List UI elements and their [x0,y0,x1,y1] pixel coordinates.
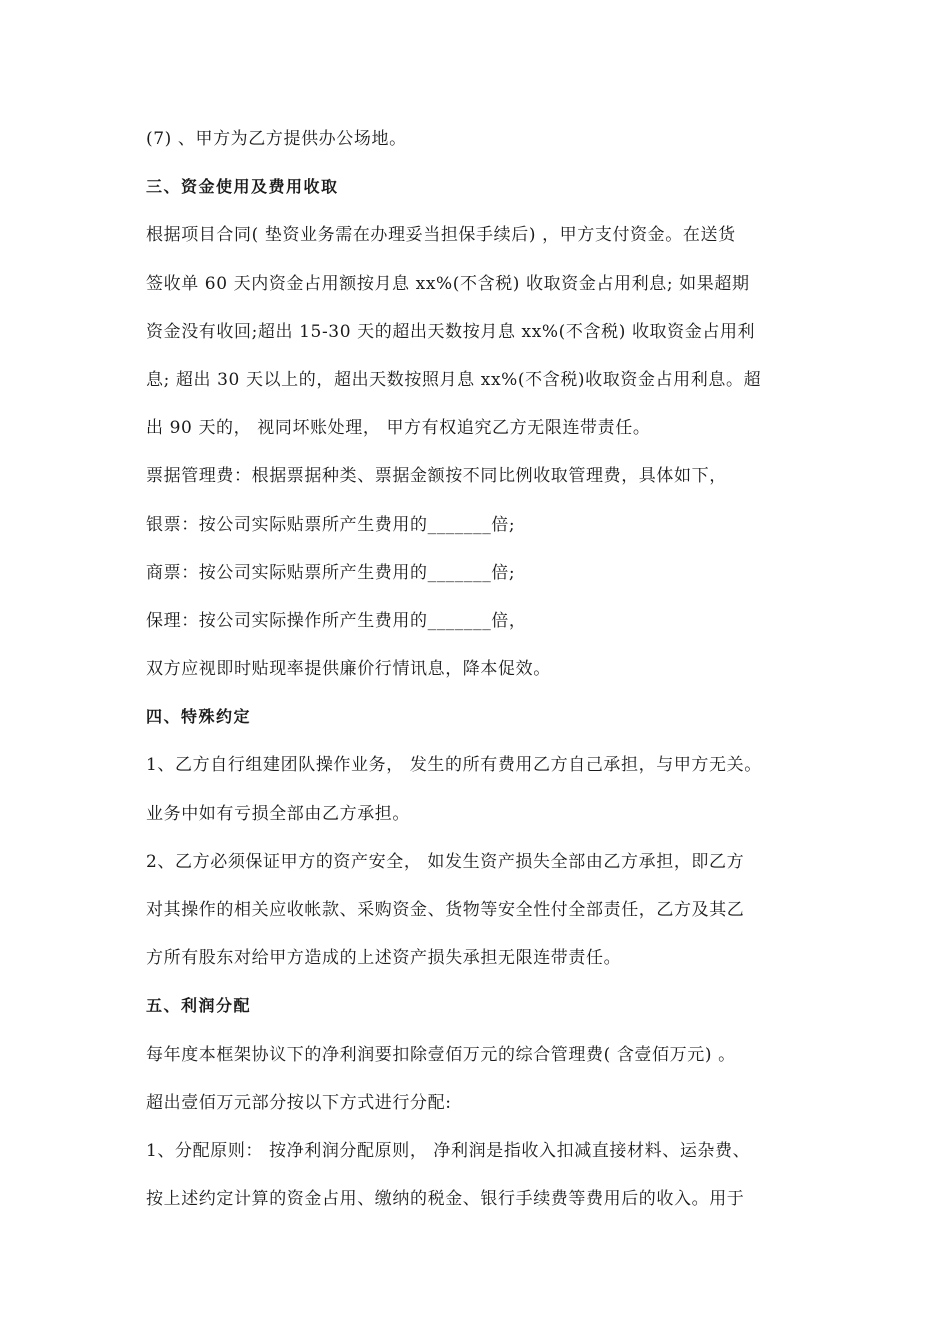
paragraph-line: 1、分配原则： 按净利润分配原则， 净利润是指收入扣减直接材料、运杂费、 [146,1140,751,1161]
paragraph-line: 息; 超出 30 天以上的，超出天数按照月息 xx%(不含税)收取资金占用利息。超 [146,369,762,390]
paragraph-line: 按上述约定计算的资金占用、缴纳的税金、银行手续费等费用后的收入。用于 [146,1189,745,1210]
paragraph-line: 银票：按公司实际贴票所产生费用的_______倍; [146,514,516,535]
paragraph-line: 1、乙方自行组建团队操作业务， 发生的所有费用乙方自己承担，与甲方无关。 [146,755,762,776]
paragraph-line: 出 90 天的， 视同坏账处理， 甲方有权追究乙方无限连带责任。 [146,418,651,439]
paragraph-line: 双方应视即时贴现率提供廉价行情讯息，降本促效。 [146,659,551,680]
paragraph-line: 对其操作的相关应收帐款、采购资金、货物等安全性付全部责任，乙方及其乙 [146,900,745,920]
paragraph-line: 资金没有收回;超出 15-30 天的超出天数按月息 xx%(不含税) 收取资金占用利 [146,321,756,342]
paragraph-line: 保理：按公司实际操作所产生费用的_______倍， [146,610,527,631]
document-body [146,124,826,1232]
paragraph-line: 2、乙方必须保证甲方的资产安全， 如发生资产损失全部由乙方承担，即乙方 [146,851,745,872]
paragraph-line: 商票：按公司实际贴票所产生费用的_______倍; [146,562,516,583]
section-heading-3: 三、资金使用及费用收取 [146,177,339,197]
paragraph-line: 根据项目合同( 垫资业务需在办理妥当担保手续后) ，甲方支付资金。在送货 [146,225,736,246]
paragraph-line: 签收单 60 天内资金占用额按月息 xx%(不含税) 收取资金占用利息; 如果超期 [146,273,750,294]
paragraph-line: 业务中如有亏损全部由乙方承担。 [146,803,410,824]
paragraph-line: 方所有股东对给甲方造成的上述资产损失承担无限连带责任。 [146,948,622,969]
section-heading-5: 五、利润分配 [146,996,252,1016]
paragraph-line: (7) 、甲方为乙方提供办公场地。 [146,129,407,149]
paragraph-line: 每年度本框架协议下的净利润要扣除壹佰万元的综合管理费( 含壹佰万元) 。 [146,1044,736,1065]
paragraph-line: 票据管理费：根据票据种类、票据金额按不同比例收取管理费，具体如下， [146,466,727,487]
paragraph-line: 超出壹佰万元部分按以下方式进行分配: [146,1092,452,1113]
section-heading-4: 四、特殊约定 [146,707,252,727]
